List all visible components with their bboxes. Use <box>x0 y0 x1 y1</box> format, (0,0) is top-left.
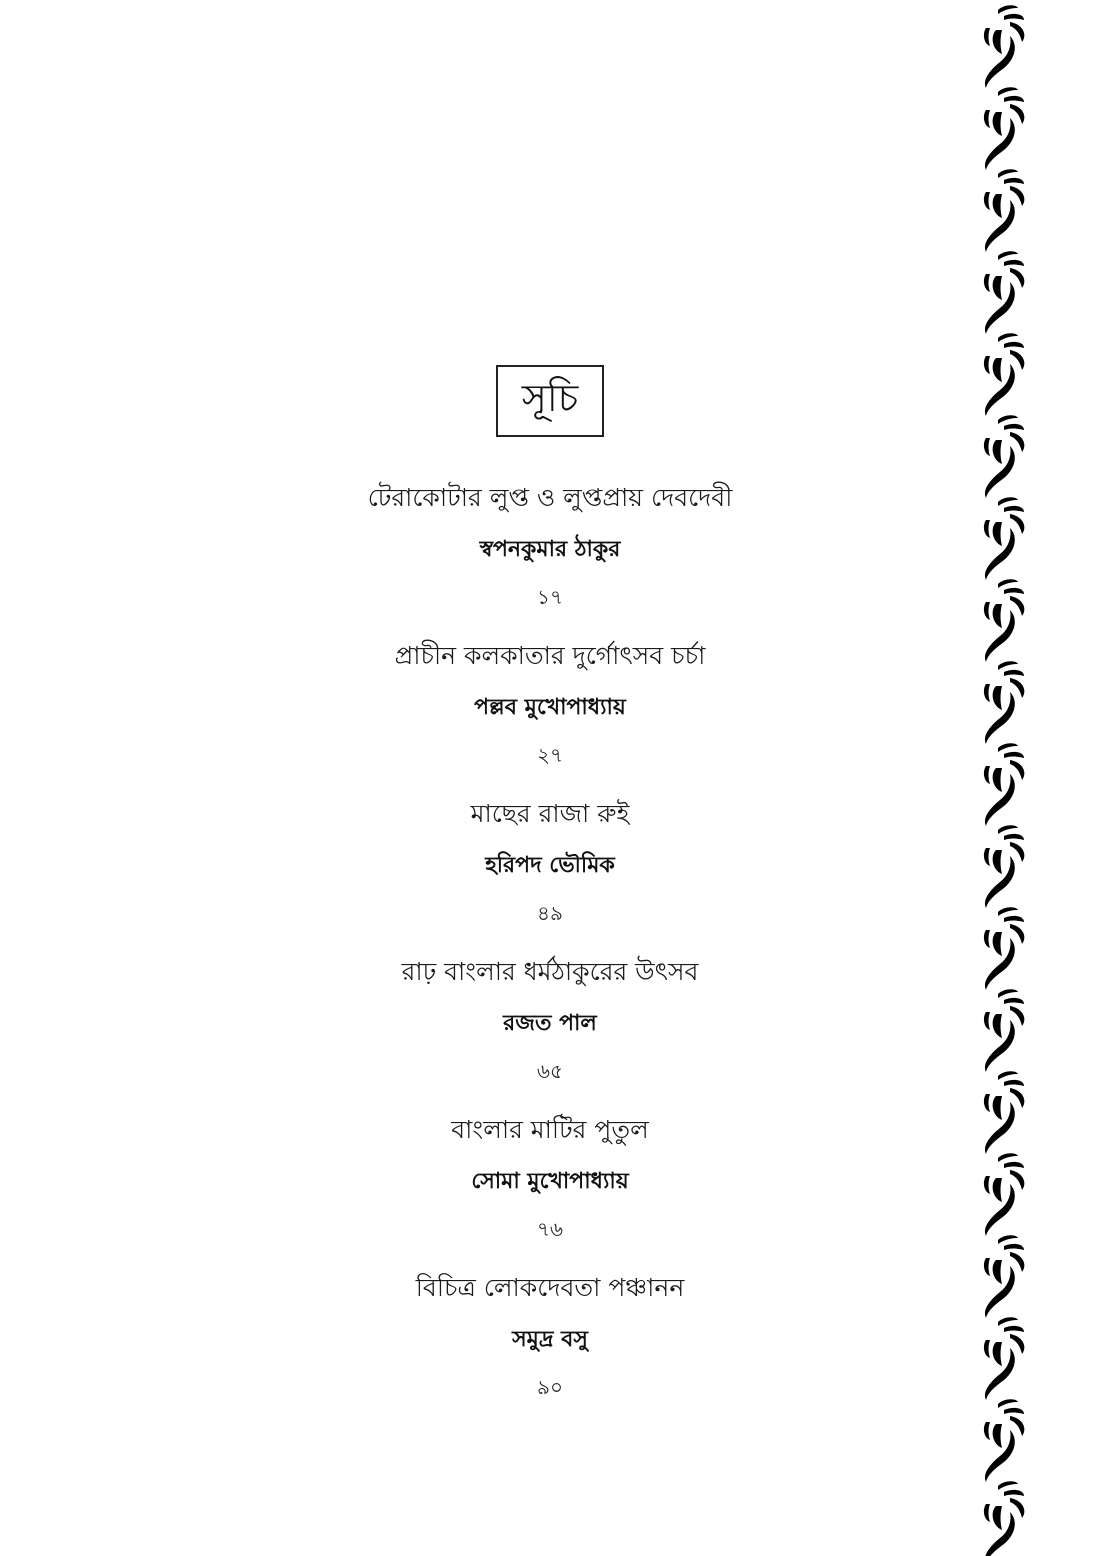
entry-title: বিচিত্র লোকদেবতা পঞ্চানন <box>415 1273 685 1302</box>
entry-author: সোমা মুখোপাধ্যায় <box>471 1169 629 1194</box>
entry-title: প্রাচীন কলকাতার দুর্গোৎসব চর্চা <box>394 641 706 670</box>
entry-author: পল্লব মুখোপাধ্যায় <box>474 695 626 720</box>
entry-page: ২৭ <box>536 743 563 767</box>
toc-entry[interactable] <box>250 794 850 930</box>
entry-page: ৬৫ <box>537 1059 563 1083</box>
entry-title: মাছের রাজা রুই <box>470 799 630 828</box>
entry-title: রাঢ় বাংলার ধর্মঠাকুরের উৎসব <box>401 957 699 986</box>
entry-page: ৪৯ <box>537 901 563 925</box>
entry-page: ৭৬ <box>536 1217 563 1241</box>
entry-author: রজত পাল <box>503 1011 597 1036</box>
toc-entry[interactable] <box>250 636 850 772</box>
entry-author: স্বপনকুমার ঠাকুর <box>479 537 621 562</box>
entry-title: টেরাকোটার লুপ্ত ও লুপ্তপ্রায় দেবদেবী <box>367 483 733 512</box>
toc-entry[interactable] <box>250 1268 850 1404</box>
entry-page: ৯০ <box>537 1375 563 1399</box>
toc-entry[interactable] <box>250 478 850 614</box>
entry-title: বাংলার মাটির পুতুল <box>451 1115 649 1144</box>
entry-page: ১৭ <box>537 585 563 609</box>
vine-ornament-icon <box>960 0 1050 1556</box>
entry-author: হরিপদ ভৌমিক <box>485 853 615 878</box>
toc-heading: সূচি <box>521 376 579 420</box>
toc-entry[interactable] <box>250 1110 850 1246</box>
entry-author: সমুদ্র বসু <box>512 1327 588 1352</box>
toc-heading-box <box>496 365 604 437</box>
toc-entry[interactable] <box>250 952 850 1088</box>
